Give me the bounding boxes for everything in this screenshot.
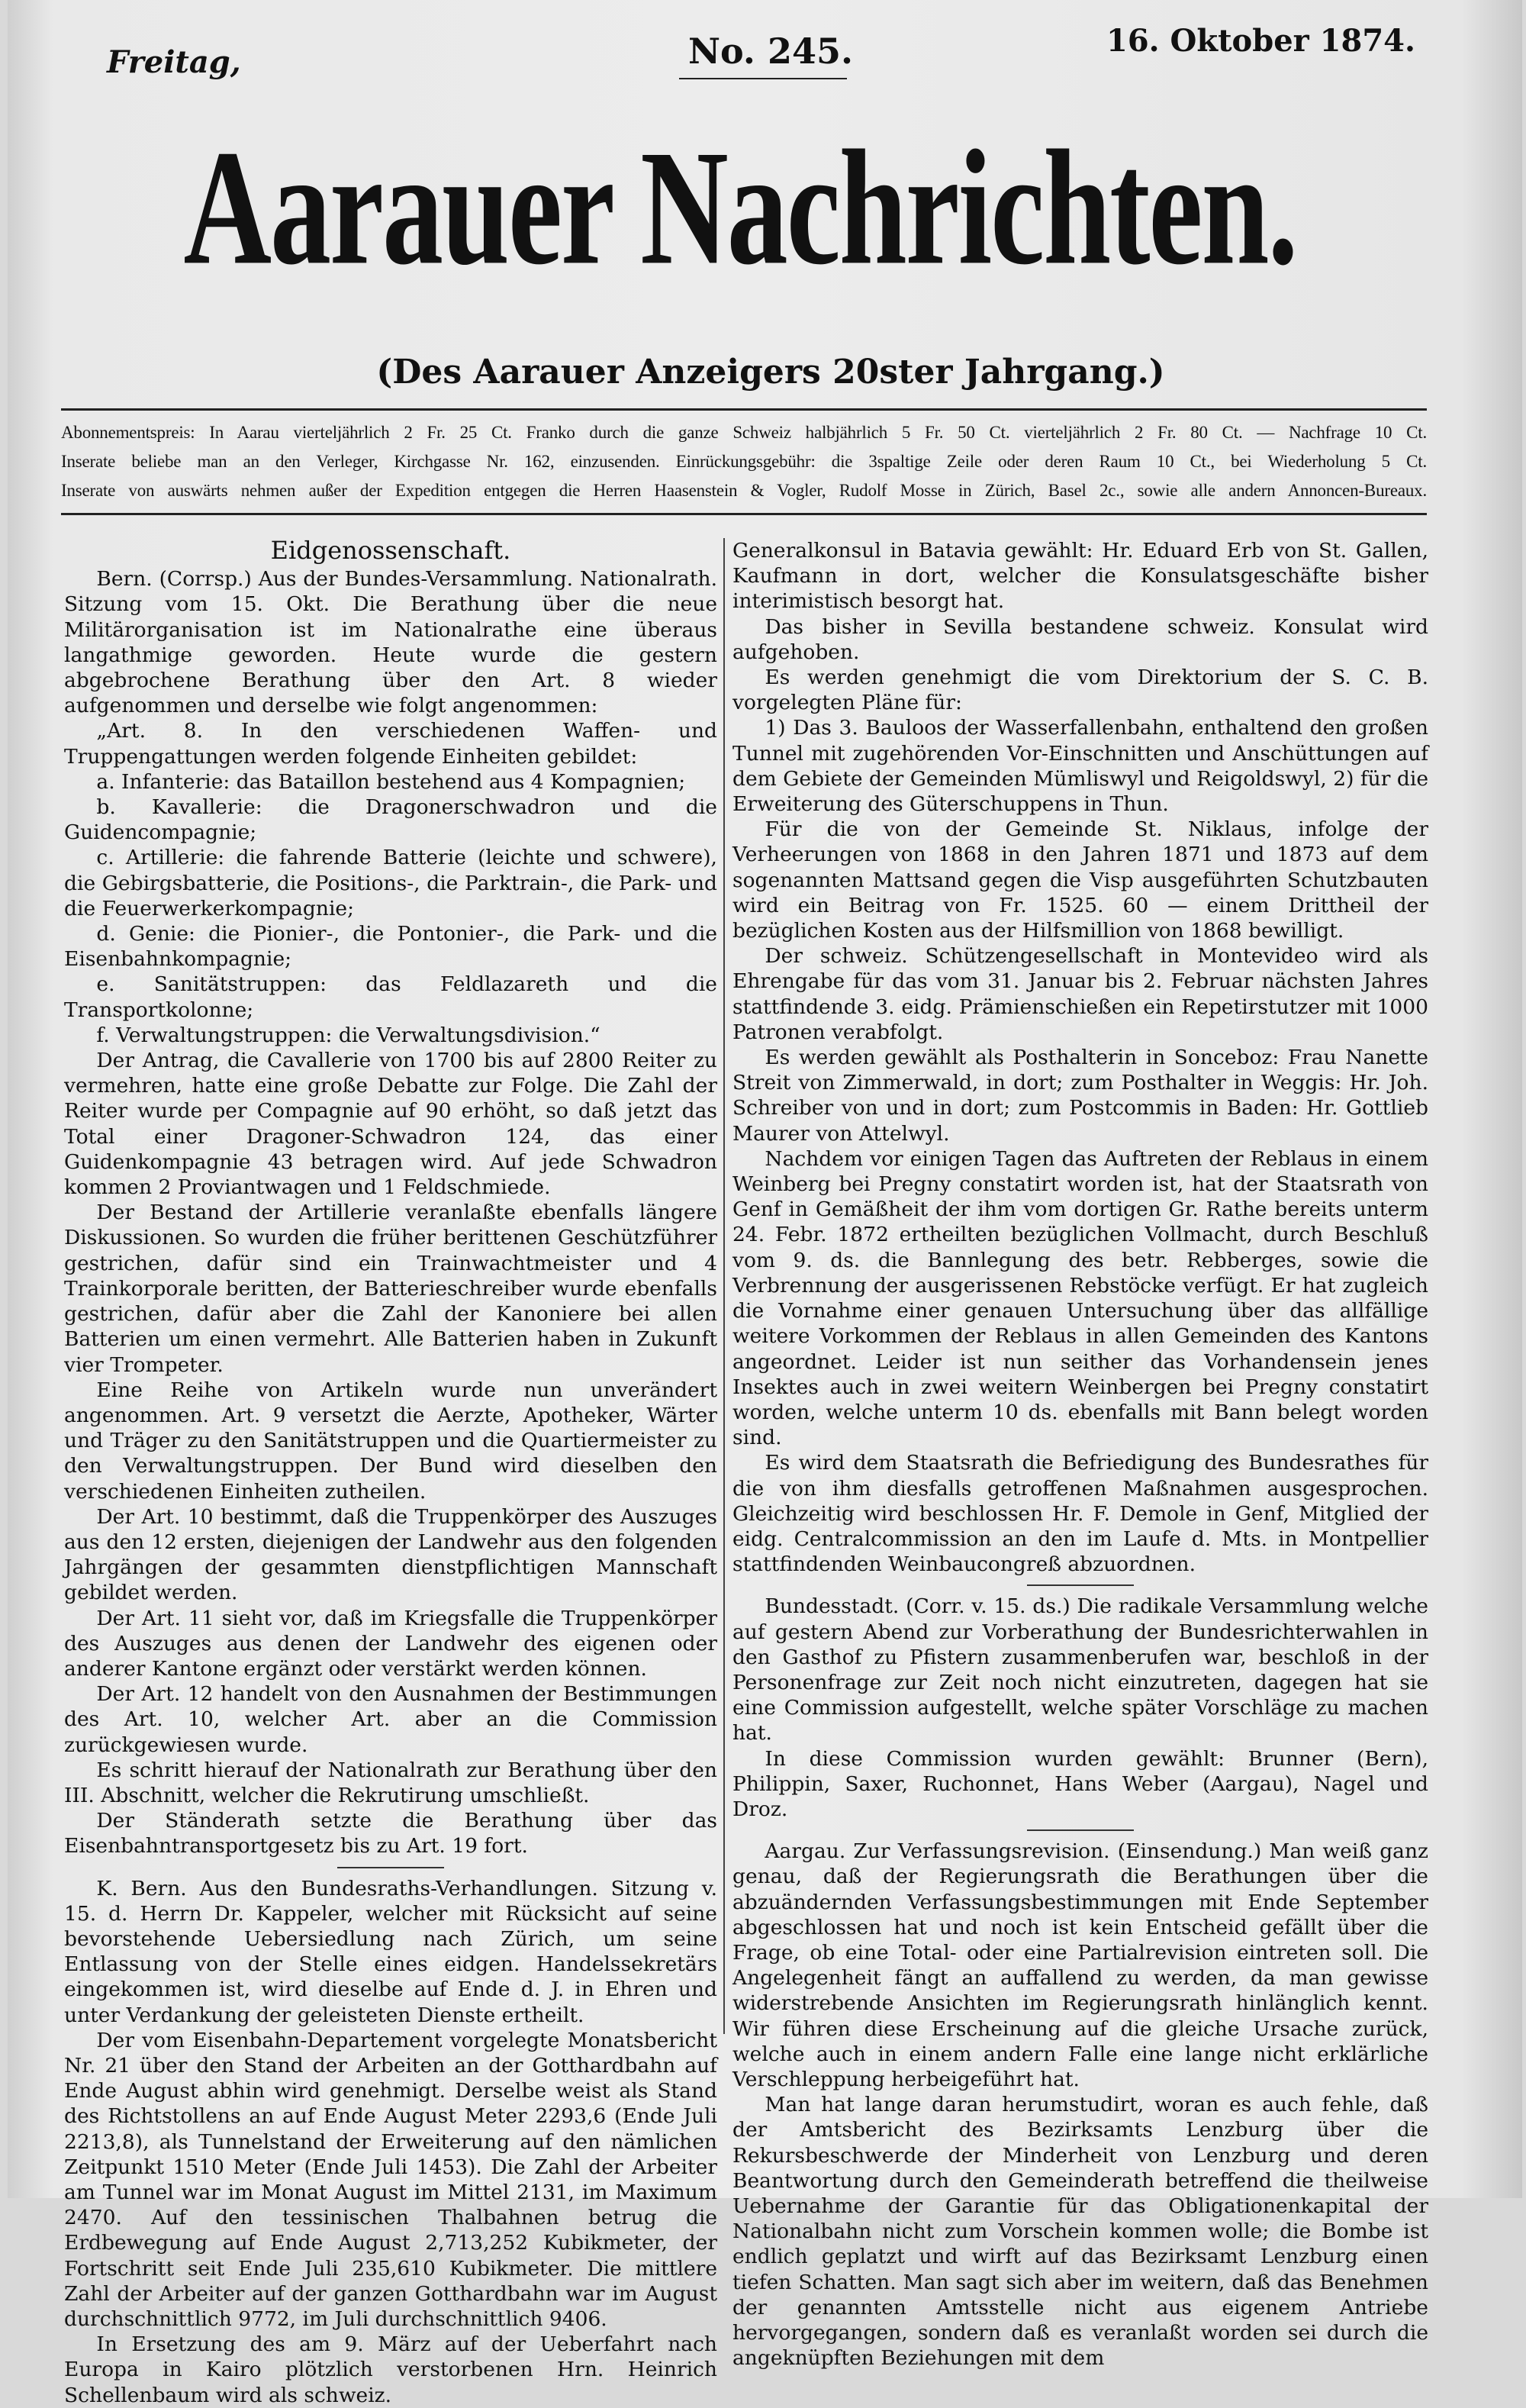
article-paragraph: Es schritt hierauf der Nationalrath zur Berathung über den III. Abschnitt, welcher die Rekrutirung umschließt. <box>64 1758 717 1807</box>
article-separator <box>337 1867 444 1868</box>
right-column <box>732 538 1428 2371</box>
header-rule-top <box>61 408 1427 411</box>
article-paragraph: c. Artillerie: die fahrende Batterie (leichte und schwere), die Gebirgsbatterie, die Positions-, die Parktrain-, die Park- und die Feuerwerkerkompagnie; <box>64 846 717 920</box>
article-paragraph: Aargau. Zur Verfassungsrevision. (Einsendung.) Man weiß ganz genau, daß der Regierungsrath die Berathungen über die abzuändernden Verfassungsbestimmungen mit Ende September abgeschlossen hat und noch ist kein Entscheid gefällt über die Frage, ob eine Total- oder eine Partialrevision eintreten soll. Die Angelegenheit fängt an auffallend zu werden, da man gewisse widerstrebende Ansichten im Regierungsrath hinlänglich kennt. Wir führen diese Erscheinung auf die gleiche Ursache zurück, welche auch in einem andern Falle eine lange nicht erklärliche Verschleppung herbeigeführt hat. <box>732 1839 1428 2091</box>
issue-number-rule <box>679 78 847 79</box>
article-paragraph: Nachdem vor einigen Tagen das Auftreten der Reblaus in einem Weinberg bei Pregny constatirt worden ist, hat der Staatsrath von Genf in Gemäßheit der ihm vom dortigen Gr. Rathe bereits unterm 24. Febr. 1872 ertheilten bezüglichen Vollmacht, durch Beschluß vom 9. ds. die Bannlegung des betr. Rebberges, sowie die Verbrennung der ausgerissenen Rebstöcke verfügt. Er hat zugleich die Vornahme einer genauen Untersuchung über das allfällige weitere Vorkommen der Reblaus in allen Gemeinden des Kantons angeordnet. Leider ist nun seither das Vorhandensein jenes Insektes auch in zwei weitern Weinbergen bei Pregny constatirt worden, welche unterm 10 ds. ebenfalls mit Bann belegt worden sind. <box>732 1146 1428 1450</box>
article-paragraph: Es wird dem Staatsrath die Befriedigung des Bundesrathes für die von ihm diesfalls getroffenen Maßnahmen ausgesprochen. Gleichzeitig wird beschlossen Hr. F. Demole in Genf, Mitglied der eidg. Centralcommission an den im Laufe d. Mts. in Montpellier stattfindenden Weinbaucongreß abzuordnen. <box>732 1451 1428 1577</box>
weekday: Freitag, <box>107 44 241 80</box>
article-paragraph: K. Bern. Aus den Bundesraths-Verhandlungen. Sitzung v. 15. d. Herrn Dr. Kappeler, welcher mit Rücksicht auf seine bevorstehende Uebersiedlung nach Zürich, um seine Entlassung von der Stelle eines eidgen. Handelssekretärs eingekommen ist, wird dieselbe auf Ende d. J. in Ehren und unter Verdankung der geleisteten Dienste ertheilt. <box>64 1876 717 2027</box>
article-paragraph: Es werden genehmigt die vom Direktorium der S. C. B. vorgelegten Pläne für: <box>732 666 1428 715</box>
masthead-title: Aarauer Nachrichten. <box>183 115 1297 299</box>
article-paragraph: Generalkonsul in Batavia gewählt: Hr. Eduard Erb von St. Gallen, Kaufmann in dort, welcher die Konsulatsgeschäfte bisher interimistisch besorgt hat. <box>732 539 1428 614</box>
left-column <box>64 538 717 2408</box>
column-divider <box>723 538 725 2034</box>
article-paragraph: Der vom Eisenbahn-Departement vorgelegte Monatsbericht Nr. 21 über den Stand der Arbeiten an der Gotthardbahn auf Ende August abhin wird genehmigt. Derselbe weist als Stand des Richtstollens an auf Ende August Meter 2293,6 (Ende Juli 2213,8), als Tunnelstand der Erweiterung auf den nämlichen Zeitpunkt 1510 Meter (Ende Juli 1453). Die Zahl der Arbeiter am Tunnel war im Monat August im Mittel 2131, im Maximum 2470. Auf den tessinischen Thalbahnen betrug die Erdbewegung auf Ende August 2,713,252 Kubikmeter, der Fortschritt seit Ende Juli 235,610 Kubikmeter. Die mittlere Zahl der Arbeiter auf der ganzen Gotthardbahn war im August durchschnittlich 9772, im Juli durchschnittlich 9406. <box>64 2028 717 2332</box>
article-paragraph: Der Antrag, die Cavallerie von 1700 bis auf 2800 Reiter zu vermehren, hatte eine große Debatte zur Folge. Die Zahl der Reiter wurde per Compagnie auf 90 erhöht, so daß jetzt das Total einer Dragoner-Schwadron 124, das einer Guidenkompagnie 43 betragen wird. Auf jede Schwadron kommen 2 Proviantwagen und 1 Feldschmiede. <box>64 1049 717 1200</box>
issue-number: No. 245. <box>688 31 853 72</box>
article-paragraph: Eine Reihe von Artikeln wurde nun unverändert angenommen. Art. 9 versetzt die Aerzte, Apotheker, Wärter und Träger zu den Sanitätstruppen und die Quartiermeister zu den Verwaltungstruppen. Der Bund wird dieselben den verschiedenen Einheiten zutheilen. <box>64 1378 717 1504</box>
article-paragraph: e. Sanitätstruppen: das Feldlazareth und die Transportkolonne; <box>64 972 717 1022</box>
article-separator <box>1027 1584 1134 1586</box>
article-paragraph: a. Infanterie: das Bataillon bestehend aus 4 Kompagnien; <box>96 769 686 794</box>
article-paragraph: „Art. 8. In den verschiedenen Waffen- und Truppengattungen werden folgende Einheiten gebildet: <box>64 719 717 769</box>
article-paragraph: Man hat lange daran herumstudirt, woran es auch fehle, daß der Amtsbericht des Bezirksamts Lenzburg über die Rekursbeschwerde der Minderheit von Lenzburg und deren Beantwortung durch den Gemeinderath betreffend die theilweise Uebernahme der Garantie für das Obligationenkapital der Nationalbahn nicht zum Vorschein kommen wolle; die Bombe ist endlich geplatzt und wirft auf das Bezirksamt Lenzburg einen tiefen Schatten. Man sagt sich aber im weitern, daß das Benehmen der genannten Amtsstelle nicht aus eigenem Antriebe hervorgegangen, sondern daß es veranlaßt worden sei durch die angeknüpften Beziehungen mit dem <box>732 2093 1428 2371</box>
article-paragraph: Der Art. 12 handelt von den Ausnahmen der Bestimmungen des Art. 10, welcher Art. aber an die Commission zurückgewiesen wurde. <box>64 1682 717 1757</box>
article-paragraph: In diese Commission wurden gewählt: Brunner (Bern), Philippin, Saxer, Ruchonnet, Hans Weber (Aargau), Nagel und Droz. <box>732 1746 1428 1821</box>
subscription-info: Abonnementspreis: In Aarau vierteljährlich 2 Fr. 25 Ct. Franko durch die ganze Schweiz halbjährlich 5 Fr. 50 Ct. vierteljährlich 2 Fr. 80 Ct. — Nachfrage 10 Ct. <box>61 423 1427 442</box>
article-paragraph: Der Art. 11 sieht vor, daß im Kriegsfalle die Truppenkörper des Auszuges aus denen der Landwehr des eigenen oder anderer Kantone ergänzt oder verstärkt werden können. <box>64 1606 717 1681</box>
article-paragraph: Bundesstadt. (Corr. v. 15. ds.) Die radikale Versammlung welche auf gestern Abend zur Vorberathung der Bundesrichterwahlen in den Gasthof zu Pfistern zusammenberufen war, beschloß in der Personenfrage zur Zeit noch nicht einzutreten, dagegen hat sie eine Commission aufgestellt, welche später Vorschläge zu machen hat. <box>732 1594 1428 1746</box>
article-paragraph: Der Art. 10 bestimmt, daß die Truppenkörper des Auszuges aus den 12 ersten, diejenigen der Landwehr aus den folgenden Jahrgängen der gesammten dienstpflichtigen Mannschaft gebildet werden. <box>64 1504 717 1605</box>
article-paragraph: In Ersetzung des am 9. März auf der Ueberfahrt nach Europa in Kairo plötzlich verstorbenen Hrn. Heinrich Schellenbaum wird als schweiz. <box>64 2332 717 2407</box>
article-paragraph: b. Kavallerie: die Dragonerschwadron und die Guidencompagnie; <box>64 795 717 845</box>
section-heading: Eidgenossenschaft. <box>270 536 511 565</box>
article-paragraph: d. Genie: die Pionier-, die Pontonier-, die Park- und die Eisenbahnkompagnie; <box>64 922 717 972</box>
article-paragraph: Der schweiz. Schützengesellschaft in Montevideo wird als Ehrengabe für das vom 31. Januar bis 2. Februar nächsten Jahres stattfindende 3. eidg. Prämienschießen ein Repetirstutzer mit 1000 Patronen verabfolgt. <box>732 944 1428 1044</box>
article-paragraph: Das bisher in Sevilla bestandene schweiz. Konsulat wird aufgehoben. <box>732 614 1428 664</box>
newspaper-page <box>8 0 1522 2407</box>
article-separator <box>1027 1829 1134 1831</box>
article-paragraph: Bern. (Corrsp.) Aus der Bundes-Versammlung. Nationalrath. Sitzung vom 15. Okt. Die Berathung über die neue Militärorganisation ist im Nationalrathe eine überaus langathmige geworden. Heute wurde die gestern abgebrochene Berathung über den Art. 8 wieder aufgenommen und derselbe wie folgt angenommen: <box>64 567 717 718</box>
advertising-info: Inserate beliebe man an den Verleger, Kirchgasse Nr. 162, einzusenden. Einrückungsgebühr: die 3spaltige Zeile oder deren Raum 10 Ct., bei Wiederholung 5 Ct. <box>61 452 1427 471</box>
issue-date: 16. Oktober 1874. <box>1106 23 1415 59</box>
article-paragraph: Für die von der Gemeinde St. Niklaus, infolge der Verheerungen von 1868 in den Jahren 1871 und 1873 auf dem sogenannten Mattsand gegen die Visp ausgeführten Schutzbauten wird ein Beitrag von Fr. 1525. 60 — einem Drittheil der bezüglichen Kosten aus der Hilfsmillion von 1868 bewilligt. <box>732 817 1428 943</box>
article-paragraph: f. Verwaltungstruppen: die Verwaltungsdivision.“ <box>96 1023 600 1047</box>
article-paragraph: Der Bestand der Artillerie veranlaßte ebenfalls längere Diskussionen. So wurden die früher berittenen Geschützführer gestrichen, dafür sind ein Trainwachtmeister und 4 Trainkorporale beritten, der Batterieschreiber wurde ebenfalls gestrichen, dafür aber die Zahl der Kanoniere bei allen Batterien um einen vermehrt. Alle Batterien haben in Zukunft vier Trompeter. <box>64 1201 717 1377</box>
article-paragraph: Es werden gewählt als Posthalterin in Sonceboz: Frau Nanette Streit von Zimmerwald, in dort; zum Posthalter in Weggis: Hr. Joh. Schreiber von und in dort; zum Postcommis in Baden: Hr. Gottlieb Maurer von Attelwyl. <box>732 1046 1428 1146</box>
article-paragraph: Der Ständerath setzte die Berathung über das Eisenbahntransportgesetz bis zu Art. 19 fort. <box>64 1809 717 1858</box>
header-rule-bottom <box>61 513 1427 515</box>
agencies-info: Inserate von auswärts nehmen außer der Expedition entgegen die Herren Haasenstein & Vogler, Rudolf Mosse in Zürich, Basel 2c., sowie alle andern Annoncen-Bureaux. <box>61 481 1427 500</box>
article-paragraph: 1) Das 3. Bauloos der Wasserfallenbahn, enthaltend den großen Tunnel mit zugehörenden Vor-Einschnitten und Anschüttungen auf dem Gebiete der Gemeinden Mümliswyl und Reigoldswyl, 2) für die Erweiterung des Güterschuppens in Thun. <box>732 716 1428 817</box>
masthead-subtitle: (Des Aarauer Anzeigers 20ster Jahrgang.) <box>376 353 1165 392</box>
